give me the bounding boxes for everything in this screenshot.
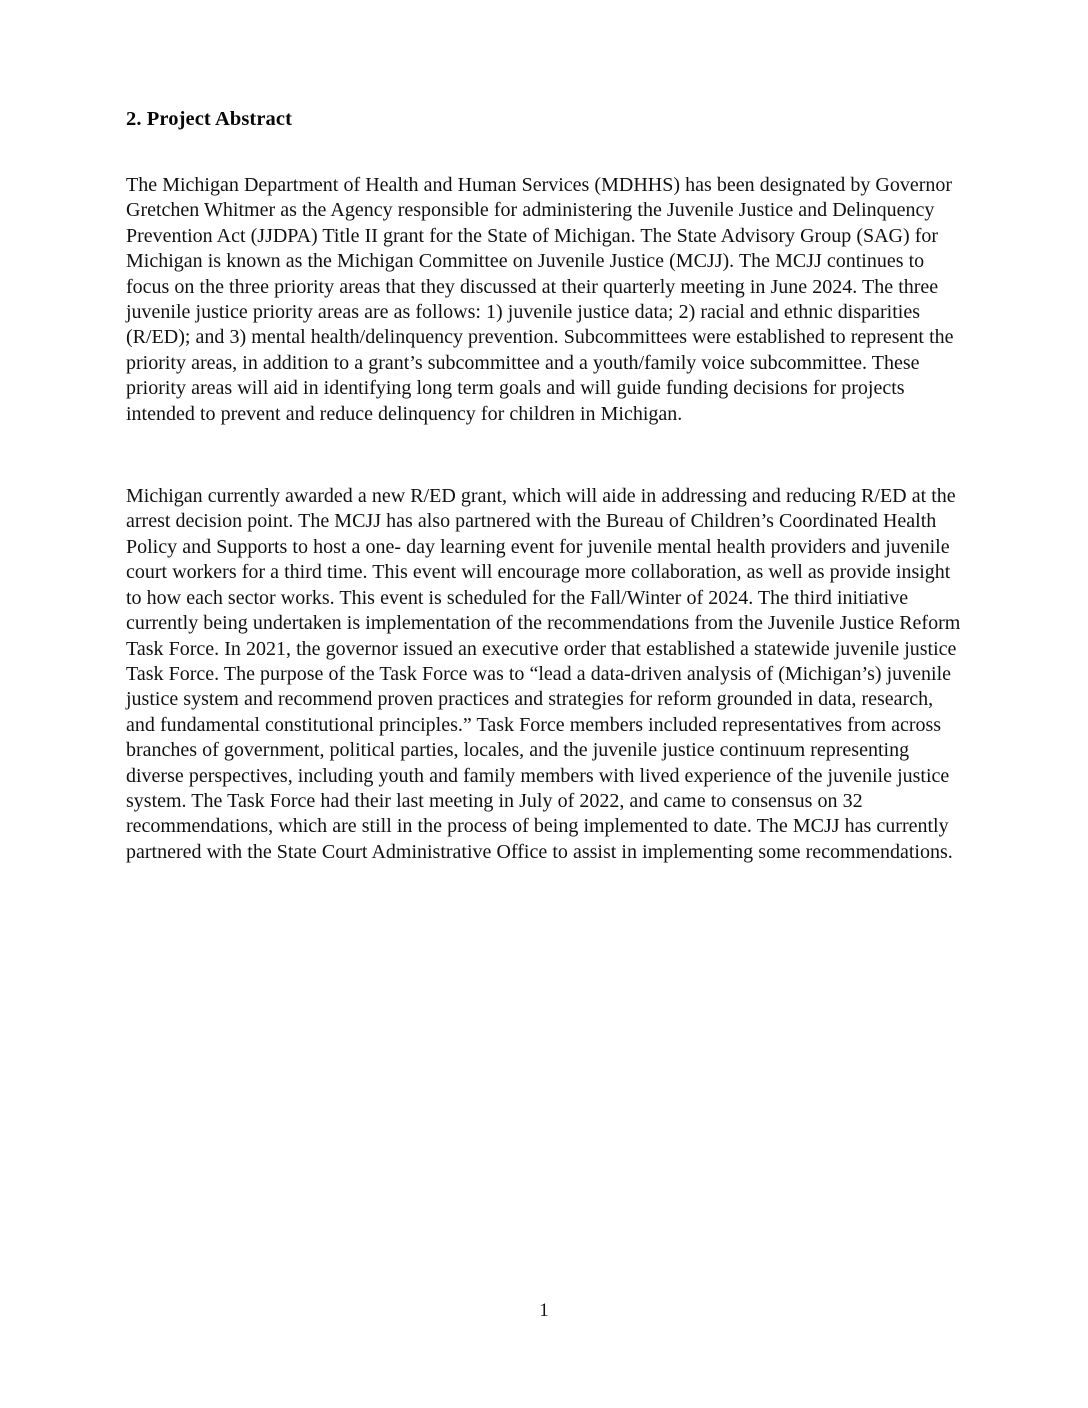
page-title: 2. Project Abstract — [126, 108, 293, 130]
page-number: 1 — [539, 1301, 549, 1321]
abstract-paragraph-2: Michigan currently awarded a new R/ED grant, which will aide in addressing and reducing R/ED at the arrest decision point. The MCJJ has also partnered with the Bureau of Children’s Coordinated Health Policy and Supports to host a one- day learning event for juvenile mental health providers and juvenile court workers for a third time. This event will encourage more collaboration, as well as provide insight to how each sector works. This event is scheduled for the Fall/Winter of 2024. The third initiative currently being undertaken is implementation of the recommendations from the Juvenile Justice Reform Task Force. In 2021, the governor issued an executive order that established a statewide juvenile justice Task Force. The purpose of the Task Force was to “lead a data-driven analysis of (Michigan’s) juvenile justice system and recommend proven practices and strategies for reform grounded in data, research, and fundamental constitutional principles.” Task Force members included representatives from across branches of government, political parties, locales, and the juvenile justice continuum representing diverse perspectives, including youth and family members with lived experience of the juvenile justice system. The Task Force had their last meeting in July of 2022, and came to consensus on 32 recommendations, which are still in the process of being implemented to date. The MCJJ has currently partnered with the State Court Administrative Office to assist in implementing some recommendations. — [126, 485, 961, 863]
paragraph-spacer — [126, 427, 964, 484]
abstract-paragraph-1: The Michigan Department of Health and Human Services (MDHHS) has been designated by Governor Gretchen Whitmer as the Agency responsible for administering the Juvenile Justice and Delinquency Prevention Act (JJDPA) Title II grant for the State of Michigan. The State Advisory Group (SAG) for Michigan is known as the Michigan Committee on Juvenile Justice (MCJJ). The MCJJ continues to focus on the three priority areas that they discussed at their quarterly meeting in June 2024. The three juvenile justice priority areas are as follows: 1) juvenile justice data; 2) racial and ethnic disparities (R/ED); and 3) mental health/delinquency prevention. Subcommittees were established to represent the priority areas, in addition to a grant’s subcommittee and a youth/family voice subcommittee. These priority areas will aid in identifying long term goals and will guide funding decisions for projects intended to prevent and reduce delinquency for children in Michigan. — [126, 174, 954, 425]
page-content — [126, 106, 964, 865]
heading-spacer — [126, 132, 964, 173]
